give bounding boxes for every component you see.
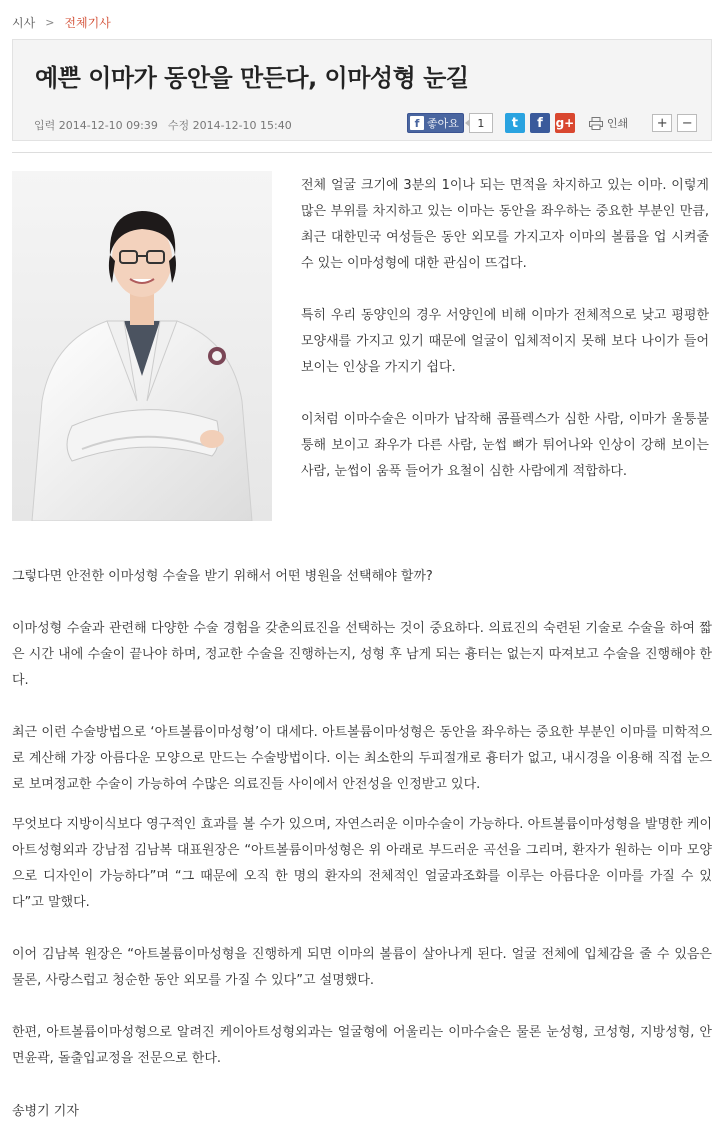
article-paragraph: 한편, 아트볼륨이마성형으로 알려진 케이아트성형외과는 얼굴형에 어울리는 이마수술은 물론 눈성형, 코성형, 지방성형, 안면윤곽, 돌출입교정을 전문으로 한다. (12, 1025, 712, 1066)
article-body (12, 564, 712, 1098)
font-decrease-button[interactable]: − (677, 114, 697, 132)
article-paragraph: 이처럼 이마수술은 이마가 납작해 콤플렉스가 심한 사람, 이마가 울퉁불퉁해 보이고 좌우가 다른 사람, 눈썹 뼈가 튀어나와 인상이 강해 보이는 사람, 눈썹이 움푹 들어가 요철이 심한 사람에게 적합하다. (301, 412, 709, 479)
like-count: 1 (469, 113, 493, 133)
article-intro (301, 173, 709, 511)
article-paragraph: 특히 우리 동양인의 경우 서양인에 비해 이마가 전체적으로 낮고 평평한 모양새를 가지고 있기 때문에 얼굴이 입체적이지 못해 보다 나이가 들어 보이는 인상을 가지기 쉽다. (301, 308, 709, 375)
share-toolbar (407, 113, 697, 133)
article-paragraph: 그렇다면 안전한 이마성형 수술을 받기 위해서 어떤 병원을 선택해야 할까? (12, 569, 433, 584)
googleplus-share-button[interactable] (555, 113, 575, 133)
doctor-illustration (12, 171, 272, 521)
font-increase-button[interactable]: + (652, 114, 672, 132)
article-paragraph: 무엇보다 지방이식보다 영구적인 효과를 볼 수가 있으며, 자연스러운 이마수술이 가능하다. 아트볼륨이마성형을 발명한 케이아트성형외과 강남점 김남복 대표원장은 “아트볼륨이마성형은 위 아래로 부드러운 곡선을 그리며, 환자가 원하는 이마 모양으로 디자인이 가능하다”며 “그 때문에 오직 한 명의 환자의 전체적인 얼굴과조화를 이루는 아름다운 이마를 가질 수 있다”고 말했다. (12, 817, 712, 910)
article-byline: 송병기 기자 (12, 1104, 79, 1119)
googleplus-icon: g+ (555, 116, 575, 130)
article-header (12, 39, 712, 141)
facebook-share-button[interactable] (530, 113, 550, 133)
article-paragraph: 전체 얼굴 크기에 3분의 1이나 되는 면적을 차지하고 있는 이마. 이렇게 많은 부위를 차지하고 있는 이마는 동안을 좌우하는 중요한 부분인 만큼, 최근 대한민국 여성들은 동안 외모를 가지고자 이마의 볼륨을 업 시켜줄 수 있는 이마성형에 대한 관심이 뜨겁다. (301, 178, 709, 271)
facebook-like-button[interactable] (407, 113, 464, 133)
printer-icon (589, 117, 603, 130)
like-label: 좋아요 (427, 117, 459, 130)
article-paragraph: 이어 김남복 원장은 “아트볼륨이마성형을 진행하게 되면 이마의 볼륨이 살아나게 된다. 얼굴 전체에 입체감을 줄 수 있음은 물론, 사랑스럽고 청순한 동안 외모를 가질 수 있다”고 설명했다. (12, 947, 712, 988)
breadcrumb-section-link[interactable]: 시사 (12, 16, 36, 30)
print-label: 인쇄 (606, 117, 629, 130)
breadcrumb (12, 14, 111, 31)
facebook-icon: f (410, 116, 424, 130)
facebook-icon: f (537, 115, 543, 131)
twitter-share-button[interactable] (505, 113, 525, 133)
header-divider (12, 152, 712, 153)
modified-date: 수정 2014-12-10 15:40 (167, 119, 292, 132)
breadcrumb-current-link[interactable]: 전체기사 (64, 16, 111, 30)
print-button[interactable] (589, 115, 628, 131)
article-headline: 예쁜 이마가 동안을 만든다, 이마성형 눈길 (35, 64, 469, 92)
twitter-icon: t (511, 115, 518, 131)
article-paragraph: 최근 이런 수술방법으로 ‘아트볼륨이마성형’이 대세다. 아트볼륨이마성형은 동안을 좌우하는 중요한 부분인 이마를 미학적으로 계산해 가장 아름다운 모양으로 만드는 수술방법이다. 이는 최소한의 두피절개로 흉터가 없고, 내시경을 이용해 직접 눈으로 보며정교한 수술이 가능하여 수많은 의료진들 사이에서 안전성을 인정받고 있다. (12, 725, 712, 792)
article-dates (34, 117, 292, 133)
published-date: 입력 2014-12-10 09:39 (34, 119, 158, 132)
breadcrumb-separator: > (45, 16, 55, 29)
article-paragraph: 이마성형 수술과 관련해 다양한 수술 경험을 갖춘의료진을 선택하는 것이 중요하다. 의료진의 숙련된 기술로 수술을 하여 짧은 시간 내에 수술이 끝나야 하며, 정교한 수술을 진행하는지, 성형 후 남게 되는 흉터는 없는지 따져보고 수술을 진행해야 한다. (12, 621, 712, 688)
doctor-photo (12, 171, 272, 521)
